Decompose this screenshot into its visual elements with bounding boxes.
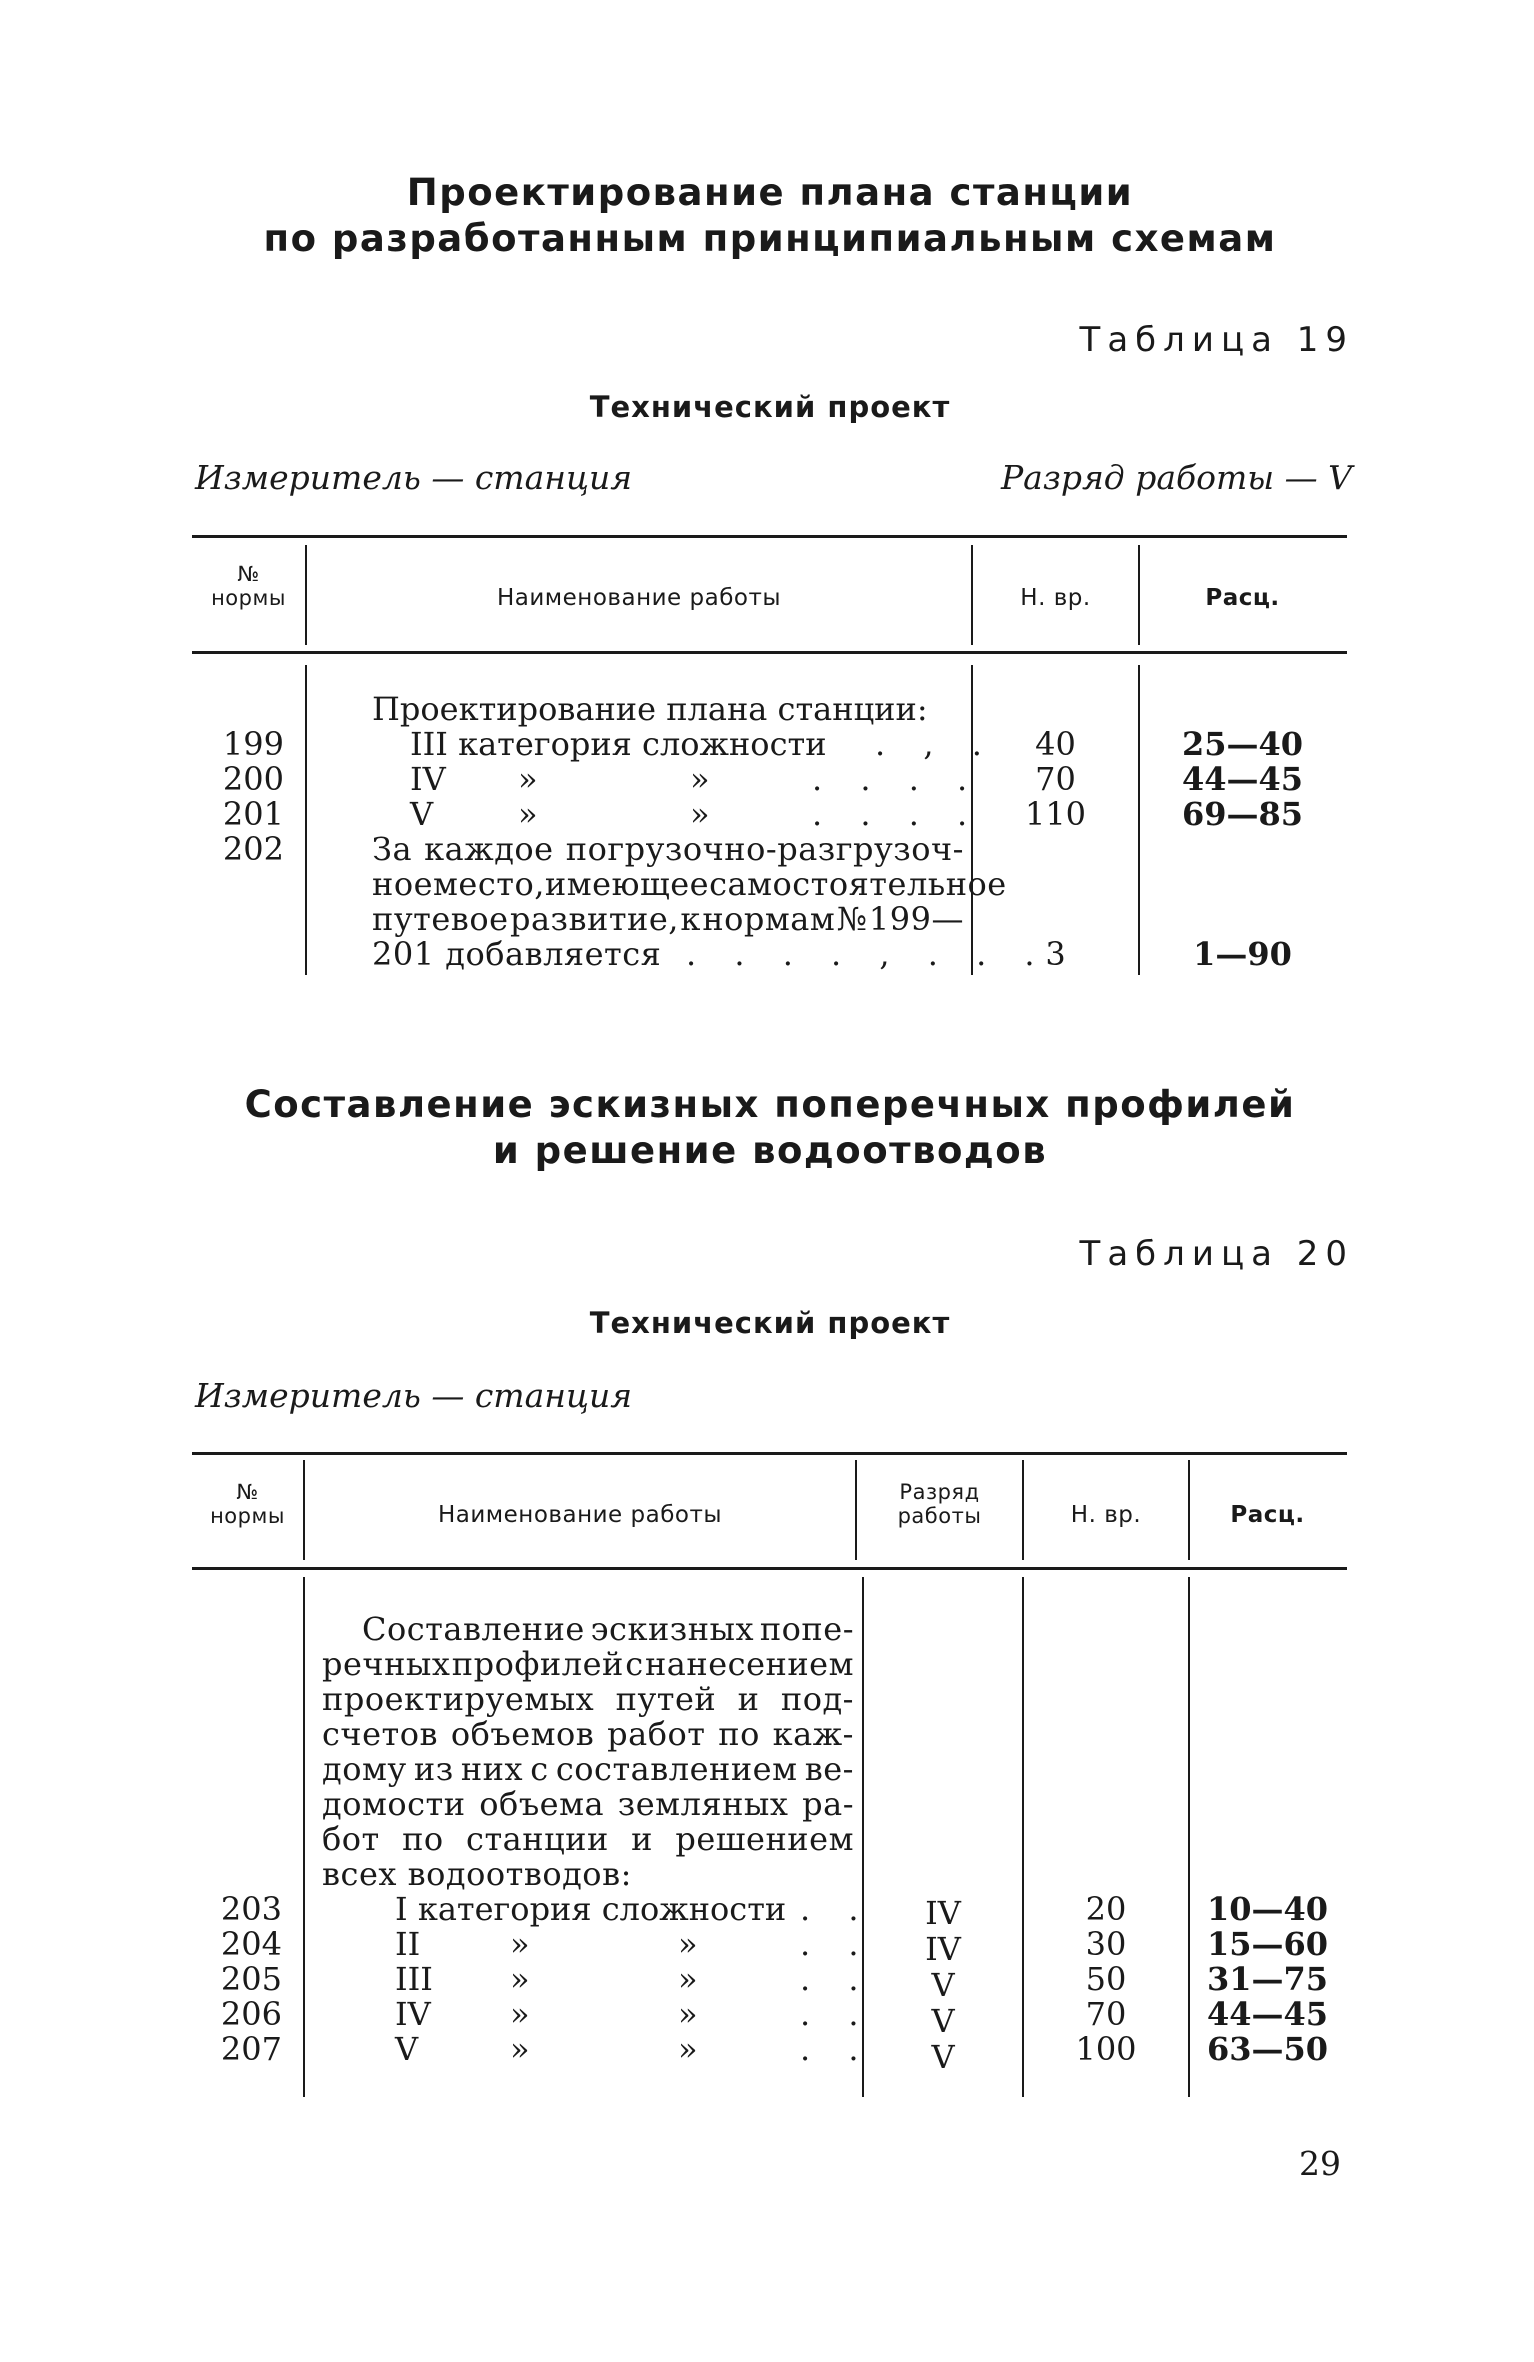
ditto-mark: » [518, 760, 538, 798]
table19-item-label: IV [410, 760, 446, 798]
section1-subtitle: Технический проект [589, 390, 951, 424]
table20-row-label: I категория сложности [395, 1890, 787, 1928]
table20-row-grade: V [931, 2038, 955, 2076]
word: профилей [451, 1645, 624, 1683]
word: 199— [868, 900, 964, 938]
table19-norm-202: 202 [222, 830, 284, 868]
table19-header-hours: Н. вр. [1020, 585, 1091, 611]
table19-rate: 44—45 [1181, 760, 1304, 798]
table20-row-grade: IV [925, 1894, 961, 1932]
table20-header-hours: Н. вр. [1070, 1502, 1142, 1528]
table19-rate-extra: 1—90 [1193, 935, 1292, 973]
word: из [413, 1750, 454, 1788]
table20-norm-203: 203 [220, 1890, 282, 1928]
word: бот [322, 1820, 380, 1858]
table19-norm-201: 201 [222, 795, 284, 833]
table19-norm-199: 199 [222, 725, 284, 763]
ditto-mark: » [690, 795, 710, 833]
table19-extra-dots: . . . . , . . . [686, 935, 1049, 973]
table19-header-norm [192, 562, 305, 610]
table19-top-rule [192, 535, 1347, 538]
table19-hours: 70 [1035, 760, 1076, 798]
table20-row-dots: . . [800, 1995, 873, 2033]
ditto-mark: » [678, 1960, 698, 1998]
table20-row-dots: . . [800, 1960, 873, 1998]
table20-norm-206: 206 [220, 1995, 282, 2033]
section1-title-line1: Проектирование плана станции [406, 171, 1134, 214]
word: Составление [362, 1610, 585, 1648]
word: к [680, 900, 701, 938]
word: и [631, 1820, 653, 1858]
word: счетов [322, 1715, 438, 1753]
table20-row-rate: 10—40 [1206, 1890, 1329, 1928]
text-line [322, 1682, 854, 1717]
word: речных [322, 1645, 451, 1683]
word: эскизных [590, 1610, 755, 1648]
word: самостоятельное [709, 865, 1007, 903]
word: путей [615, 1680, 717, 1718]
word: нормам [702, 900, 836, 938]
table20-row-hours: 30 [1085, 1925, 1127, 1963]
table20-row-dots: . . [800, 1890, 873, 1928]
table19-extra-text [372, 830, 1049, 973]
text-line [322, 1612, 854, 1647]
table19-item-dots: . . . . [812, 795, 982, 833]
ditto-mark: » [678, 1995, 698, 2033]
text-line: 201 добавляется [372, 935, 662, 973]
word: домости [322, 1785, 466, 1823]
word: место, [433, 865, 545, 903]
table20-row-grade: IV [925, 1930, 961, 1968]
word: № [836, 900, 868, 938]
table19-hours-extra: 3 [1045, 935, 1066, 973]
word: проектируемых [322, 1680, 595, 1718]
table20-row-label: IV [395, 1995, 431, 2033]
section1-measure: Измеритель — станция [195, 458, 633, 497]
table20-norm-207: 207 [220, 2030, 282, 2068]
table20-header-grade [857, 1480, 1022, 1528]
word: ра- [802, 1785, 854, 1823]
text-line [322, 1752, 854, 1787]
table19-rate: 25—40 [1181, 725, 1304, 763]
word: каж- [772, 1715, 854, 1753]
table20-description [322, 1612, 854, 1892]
table20-row-dots: . . [800, 2030, 873, 2068]
table19-col-rule-4 [305, 665, 307, 975]
ditto-mark: » [510, 1960, 530, 1998]
section2-table-number: Таблица 20 [1079, 1234, 1354, 1274]
header-grade-line2: работы [897, 1504, 982, 1528]
table20-row-label: V [395, 2030, 419, 2068]
word: ное [372, 865, 434, 903]
table19-rate: 69—85 [1181, 795, 1304, 833]
ditto-mark: » [690, 760, 710, 798]
word: объема [479, 1785, 605, 1823]
text-line: всех водоотводов: [322, 1855, 632, 1893]
word: погрузочно-разгрузоч- [565, 830, 964, 868]
ditto-mark: » [510, 2030, 530, 2068]
header-grade-line1: Разряд [899, 1480, 980, 1504]
word: За [372, 830, 413, 868]
section2-measure: Измеритель — станция [195, 1376, 633, 1415]
table19-intro: Проектирование плана станции: [372, 690, 928, 728]
section1-title-line2: по разработанным принципиальным схемам [263, 217, 1277, 260]
table20-row-hours: 70 [1085, 1995, 1127, 2033]
word: земляных [617, 1785, 789, 1823]
word: дому [322, 1750, 407, 1788]
table20-header-rule [192, 1567, 1347, 1570]
table20-header-name: Наименование работы [437, 1502, 723, 1528]
table19-hours: 110 [1024, 795, 1087, 833]
header-norm-word: нормы [210, 1504, 285, 1528]
section1-title [190, 170, 1350, 262]
table20-col-rule-5 [303, 1577, 305, 2097]
word: объемов [450, 1715, 595, 1753]
word: ве- [804, 1750, 854, 1788]
word: путевое [372, 900, 509, 938]
word: развитие, [509, 900, 679, 938]
word: имеющее [544, 865, 710, 903]
table20-row-grade: V [931, 2002, 955, 2040]
ditto-mark: » [510, 1925, 530, 1963]
word: нанесением [644, 1645, 854, 1683]
text-line-last [372, 935, 1049, 973]
section2-subtitle: Технический проект [589, 1306, 951, 1340]
table20-row-label: II [395, 1925, 421, 1963]
header-norm-word: нормы [211, 586, 286, 610]
table20-norm-205: 205 [220, 1960, 282, 1998]
ditto-mark: » [678, 1925, 698, 1963]
word: под- [780, 1680, 854, 1718]
table19-header-rate: Расц. [1205, 585, 1280, 611]
section2-title [190, 1082, 1350, 1174]
section1-table-number: Таблица 19 [1079, 320, 1354, 360]
table19-hours: 40 [1035, 725, 1076, 763]
text-line [372, 865, 1007, 903]
section1-grade: Разряд работы — V [1000, 458, 1352, 497]
text-line [372, 832, 964, 867]
table19-item-dots: . , . [875, 725, 996, 763]
table20-header-rate: Расц. [1230, 1502, 1305, 1528]
table20-row-label: III [395, 1960, 433, 1998]
table19-item-label: V [410, 795, 434, 833]
word: каждое [424, 830, 554, 868]
table19-item-label: III категория сложности [410, 725, 827, 763]
ditto-mark: » [678, 2030, 698, 2068]
ditto-mark: » [518, 795, 538, 833]
text-line [372, 902, 964, 937]
table20-row-grade: V [931, 1966, 955, 2004]
word: решением [675, 1820, 854, 1858]
table20-row-rate: 44—45 [1206, 1995, 1329, 2033]
word: с [530, 1750, 549, 1788]
page-number: 29 [1299, 2144, 1341, 2183]
text-line [322, 1822, 854, 1857]
header-norm-sign: № [237, 562, 260, 586]
table20-top-rule [192, 1452, 1347, 1455]
word: с [625, 1645, 644, 1683]
table20-row-hours: 20 [1085, 1890, 1127, 1928]
word: станции [466, 1820, 609, 1858]
table20-row-hours: 100 [1075, 2030, 1137, 2068]
word: работ [607, 1715, 706, 1753]
word: по [718, 1715, 760, 1753]
text-line [322, 1717, 854, 1752]
table20-header-norm [192, 1480, 303, 1528]
text-line [322, 1787, 854, 1822]
table19-header-rule [192, 651, 1347, 654]
table19-header-name: Наименование работы [496, 585, 782, 611]
text-line [322, 1647, 854, 1682]
section2-title-line1: Составление эскизных поперечных профилей [244, 1083, 1296, 1126]
table20-row-dots: . . [800, 1925, 873, 1963]
table20-row-rate: 15—60 [1206, 1925, 1329, 1963]
word: и [737, 1680, 760, 1718]
word: попе- [759, 1610, 854, 1648]
table20-row-rate: 63—50 [1206, 2030, 1329, 2068]
section2-title-line2: и решение водоотводов [492, 1129, 1048, 1172]
table19-norm-200: 200 [222, 760, 284, 798]
table19-item-dots: . . . . [812, 760, 982, 798]
table20-row-rate: 31—75 [1206, 1960, 1329, 1998]
header-norm-sign: № [236, 1480, 259, 1504]
table20-row-hours: 50 [1085, 1960, 1127, 1998]
word: по [402, 1820, 444, 1858]
word: составлением [555, 1750, 798, 1788]
word: них [460, 1750, 524, 1788]
ditto-mark: » [510, 1995, 530, 2033]
table20-norm-204: 204 [220, 1925, 282, 1963]
